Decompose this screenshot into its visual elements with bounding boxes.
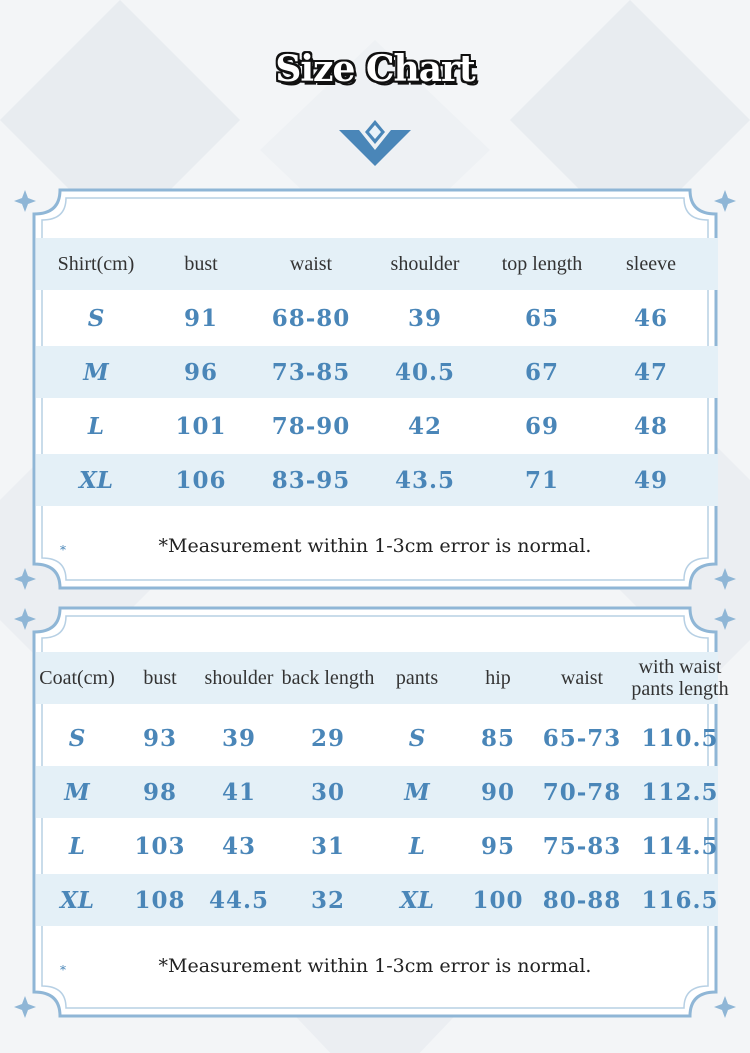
size-label: S: [87, 304, 105, 332]
measurement-cell: 39: [221, 724, 256, 752]
measurement-cell: 100: [472, 886, 524, 914]
table-row: [36, 874, 718, 926]
measurement-cell: 116.5: [641, 886, 719, 914]
measurement-cell: 73-85: [271, 358, 351, 386]
measurement-cell: 70-78: [542, 778, 622, 806]
table-row: [36, 454, 718, 506]
size-label: S: [408, 724, 426, 752]
note-star-icon: *: [60, 963, 66, 977]
header-cell: Shirt(cm): [57, 253, 135, 275]
measurement-cell: 108: [134, 886, 186, 914]
table-row: [36, 820, 718, 872]
measurement-cell: 49: [633, 466, 668, 494]
measurement-cell: 43.5: [394, 466, 456, 494]
measurement-cell: 69: [524, 412, 559, 440]
header-cell: with waist pants length: [631, 656, 729, 700]
measurement-cell: 80-88: [542, 886, 622, 914]
measurement-cell: 103: [134, 832, 186, 860]
measurement-cell: 98: [142, 778, 177, 806]
measurement-cell: 71: [524, 466, 559, 494]
header-cell: back length: [281, 667, 375, 689]
header-cell: bust: [184, 253, 218, 275]
header-cell: waist: [289, 253, 333, 275]
header-cell: Coat(cm): [39, 667, 115, 689]
measurement-cell: 65-73: [542, 724, 622, 752]
measurement-cell: 41: [221, 778, 256, 806]
measurement-cell: 112.5: [641, 778, 719, 806]
size-label: M: [64, 778, 90, 806]
diamond-emblem-icon: [339, 120, 411, 168]
measurement-cell: 90: [480, 778, 515, 806]
size-label: L: [87, 412, 105, 440]
header-cell: top length: [501, 253, 583, 275]
header-cell: sleeve: [626, 253, 676, 275]
shirt-size-table: [0, 188, 750, 593]
measurement-cell: 93: [142, 724, 177, 752]
measurement-cell: 42: [407, 412, 442, 440]
header-cell: bust: [143, 667, 177, 689]
table-row: [36, 400, 718, 452]
table-row: [36, 292, 718, 344]
measurement-cell: 29: [310, 724, 345, 752]
measurement-cell: 114.5: [641, 832, 719, 860]
header-cell: pants: [395, 667, 439, 689]
measurement-cell: 39: [407, 304, 442, 332]
measurement-cell: 101: [175, 412, 227, 440]
size-label: XL: [399, 886, 435, 914]
measurement-cell: 40.5: [394, 358, 456, 386]
measurement-cell: 75-83: [542, 832, 622, 860]
header-row: [36, 238, 718, 290]
measurement-cell: 95: [480, 832, 515, 860]
measurement-cell: 48: [633, 412, 668, 440]
measurement-cell: 68-80: [271, 304, 351, 332]
size-label: S: [68, 724, 86, 752]
measurement-cell: 96: [183, 358, 218, 386]
measurement-cell: 44.5: [208, 886, 270, 914]
size-label: M: [404, 778, 430, 806]
measurement-cell: 83-95: [271, 466, 351, 494]
measurement-cell: 30: [310, 778, 345, 806]
table-row: [36, 346, 718, 398]
measurement-cell: 85: [480, 724, 515, 752]
measurement-cell: 65: [524, 304, 559, 332]
header-cell: waist: [560, 667, 604, 689]
measurement-cell: 47: [633, 358, 668, 386]
coat-size-table: [0, 606, 750, 1021]
size-label: XL: [59, 886, 95, 914]
header-cell: hip: [485, 667, 511, 689]
table-row: [36, 712, 718, 764]
measurement-note: *Measurement within 1-3cm error is normal.: [158, 535, 592, 557]
measurement-cell: 46: [633, 304, 668, 332]
size-label: M: [83, 358, 109, 386]
header-cell: shoulder: [204, 667, 274, 689]
table-row: [36, 766, 718, 818]
measurement-cell: 31: [310, 832, 345, 860]
size-label: L: [68, 832, 86, 860]
header-cell: shoulder: [390, 253, 460, 275]
measurement-cell: 78-90: [271, 412, 351, 440]
header-row: [36, 652, 729, 704]
measurement-note: *Measurement within 1-3cm error is normal.: [158, 955, 592, 977]
page-title: Size Chart: [275, 48, 475, 90]
size-label: XL: [78, 466, 114, 494]
measurement-cell: 106: [175, 466, 227, 494]
measurement-cell: 67: [524, 358, 559, 386]
measurement-cell: 110.5: [641, 724, 719, 752]
measurement-cell: 91: [183, 304, 218, 332]
measurement-cell: 32: [310, 886, 345, 914]
measurement-cell: 43: [221, 832, 256, 860]
size-label: L: [408, 832, 426, 860]
note-star-icon: *: [60, 543, 66, 557]
